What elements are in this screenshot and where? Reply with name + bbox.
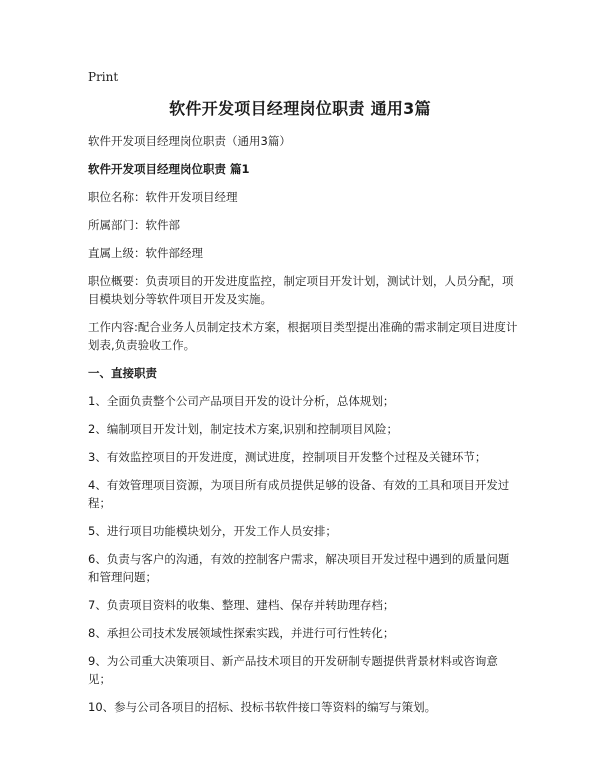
supervisor-paragraph: 直属上级：软件部经理 bbox=[88, 246, 203, 260]
duty-item-7: 7、负责项目资料的收集、整理、建档、保存并转助理存档； bbox=[88, 598, 395, 612]
work-content-paragraph: 工作内容:配合业务人员制定技术方案，根据项目类型提出准确的需求制定项目进度计划表,负责验收工作。 bbox=[88, 320, 518, 352]
duty-item-8: 8、承担公司技术发展领域性探索实践，并进行可行性转化； bbox=[88, 626, 395, 640]
job-title-paragraph: 职位名称：软件开发项目经理 bbox=[88, 190, 238, 204]
duty-item-5: 5、进行项目功能模块划分，开发工作人员安排； bbox=[88, 524, 337, 538]
duty-item-3: 3、有效监控项目的开发进度，测试进度，控制项目开发整个过程及关键环节； bbox=[88, 450, 487, 464]
duty-item-6: 6、负责与客户的沟通，有效的控制客户需求，解决项目开发过程中遇到的质量问题和管理问题； bbox=[88, 552, 510, 584]
duty-item-1: 1、全面负责整个公司产品项目开发的设计分析，总体规划； bbox=[88, 394, 395, 408]
document-body bbox=[88, 132, 520, 726]
duty-item-2: 2、编制项目开发计划，制定技术方案,识别和控制项目风险； bbox=[88, 422, 398, 436]
duty-item-9: 9、为公司重大决策项目、新产品技术项目的开发研制专题提供背景材料或咨询意见； bbox=[88, 654, 498, 686]
section-heading-direct-duties: 一、直接职责 bbox=[88, 366, 157, 380]
print-label: Print bbox=[88, 70, 119, 84]
duty-item-10: 10、参与公司各项目的招标、投标书软件接口等资料的编写与策划。 bbox=[88, 700, 437, 714]
document-title: 软件开发项目经理岗位职责 通用3篇 bbox=[169, 99, 431, 118]
department-paragraph: 所属部门：软件部 bbox=[88, 218, 180, 232]
duty-item-4: 4、有效管理项目资源，为项目所有成员提供足够的设备、有效的工具和项目开发过程； bbox=[88, 478, 510, 510]
subtitle-paragraph: 软件开发项目经理岗位职责（通用3篇） bbox=[88, 134, 291, 148]
section-heading-part1: 软件开发项目经理岗位职责 篇1 bbox=[88, 162, 250, 176]
job-summary-paragraph: 职位概要：负责项目的开发进度监控，制定项目开发计划，测试计划，人员分配，项目模块划分等软件项目开发及实施。 bbox=[88, 274, 514, 306]
